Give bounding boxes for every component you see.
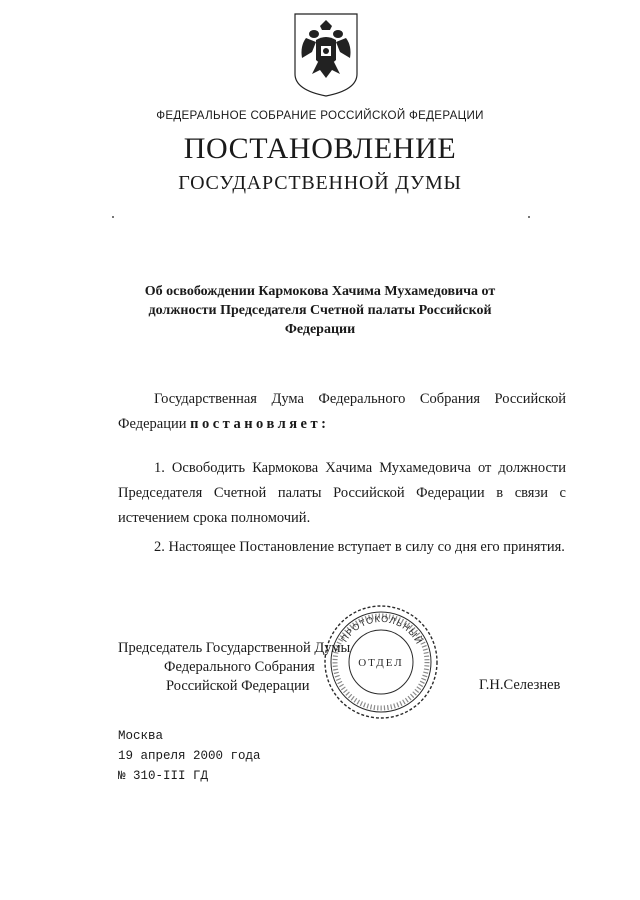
preamble-emphasis: постановляет: <box>190 416 330 432</box>
signatory-title-line: Председатель Государственной Думы <box>118 640 351 656</box>
preamble-text <box>118 387 566 437</box>
assembly-heading: ФЕДЕРАЛЬНОЕ СОБРАНИЕ РОССИЙСКОЙ ФЕДЕРАЦИИ <box>156 109 484 122</box>
stamp-ring-text: ПРОТОКОЛЬНЫЙ <box>339 613 425 647</box>
scan-speck <box>112 216 114 218</box>
resolution-subject: Об освобождении Кармокова Хачима Мухамедовича от должности Председателя Счетной палаты Российской Федерации <box>144 284 496 337</box>
footer-city: Москва <box>118 729 164 743</box>
signatory-title-line: Российской Федерации <box>166 678 310 694</box>
preamble-body: Государственная Дума Федерального Собрания Российской Федерации <box>118 391 566 432</box>
double-headed-eagle-icon <box>292 12 360 98</box>
document-footer <box>118 726 261 786</box>
signatory-title <box>118 639 350 696</box>
signatory-name: Г.Н.Селезнев <box>479 677 561 693</box>
issuer-title: ГОСУДАРСТВЕННОЙ ДУМЫ <box>178 172 462 194</box>
scan-speck <box>528 216 530 218</box>
preamble <box>118 387 566 437</box>
document-type-title: ПОСТАНОВЛЕНИЕ <box>183 132 457 165</box>
coat-of-arms-emblem <box>292 12 360 98</box>
footer-number: № 310-III ГД <box>118 769 209 783</box>
signatory-title-line: Федерального Собрания <box>164 659 315 675</box>
resolution-item-1: 1. Освободить Кармокова Хачима Мухамедовича от должности Председателя Счетной палаты Российской Федерации в связи с истечением срока полномочий. <box>118 460 566 526</box>
stamp-center-text: ОТДЕЛ <box>358 657 404 669</box>
resolution-item-2: 2. Настоящее Постановление вступает в силу со дня его принятия. <box>154 539 565 555</box>
footer-date: 19 апреля 2000 года <box>118 749 261 763</box>
